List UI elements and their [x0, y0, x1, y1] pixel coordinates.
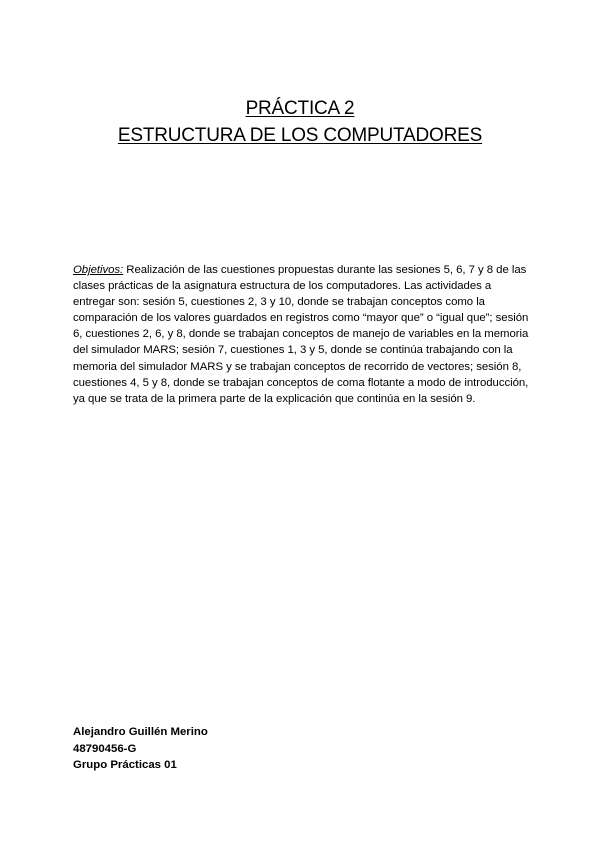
author-group: Grupo Prácticas 01	[73, 759, 177, 771]
objectives-paragraph	[73, 262, 533, 407]
author-block	[73, 724, 208, 774]
title-practice: PRÁCTICA 2	[245, 98, 355, 119]
objectives-label: Objetivos:	[73, 264, 124, 276]
author-name: Alejandro Guillén Merino	[73, 726, 208, 738]
title-block	[0, 95, 600, 149]
objectives-text: Realización de las cuestiones propuestas durante las sesiones 5, 6, 7 y 8 de las clases prácticas de la asignatura estructura de los computadores. Las actividades a entregar son: sesión 5, cuestiones 2, 3 y 10, donde se trabajan conceptos como la comparación de los valores guardados en registros como “mayor que” o “igual que”; sesión 6, cuestiones 2, 6, y 8, donde se trabajan conceptos de manejo de variables en la memoria del simulador MARS; sesión 7, cuestiones 1, 3 y 5, donde se continúa trabajando con la memoria del simulador MARS y se trabajan conceptos de recorrido de vectores; sesión 8, cuestiones 4, 5 y 8, donde se trabajan conceptos de coma flotante a modo de introducción, ya que se trata de la primera parte de la explicación que continúa en la sesión 9.	[73, 264, 529, 405]
author-id: 48790456-G	[73, 742, 137, 755]
title-subject: ESTRUCTURA DE LOS COMPUTADORES	[117, 125, 483, 146]
